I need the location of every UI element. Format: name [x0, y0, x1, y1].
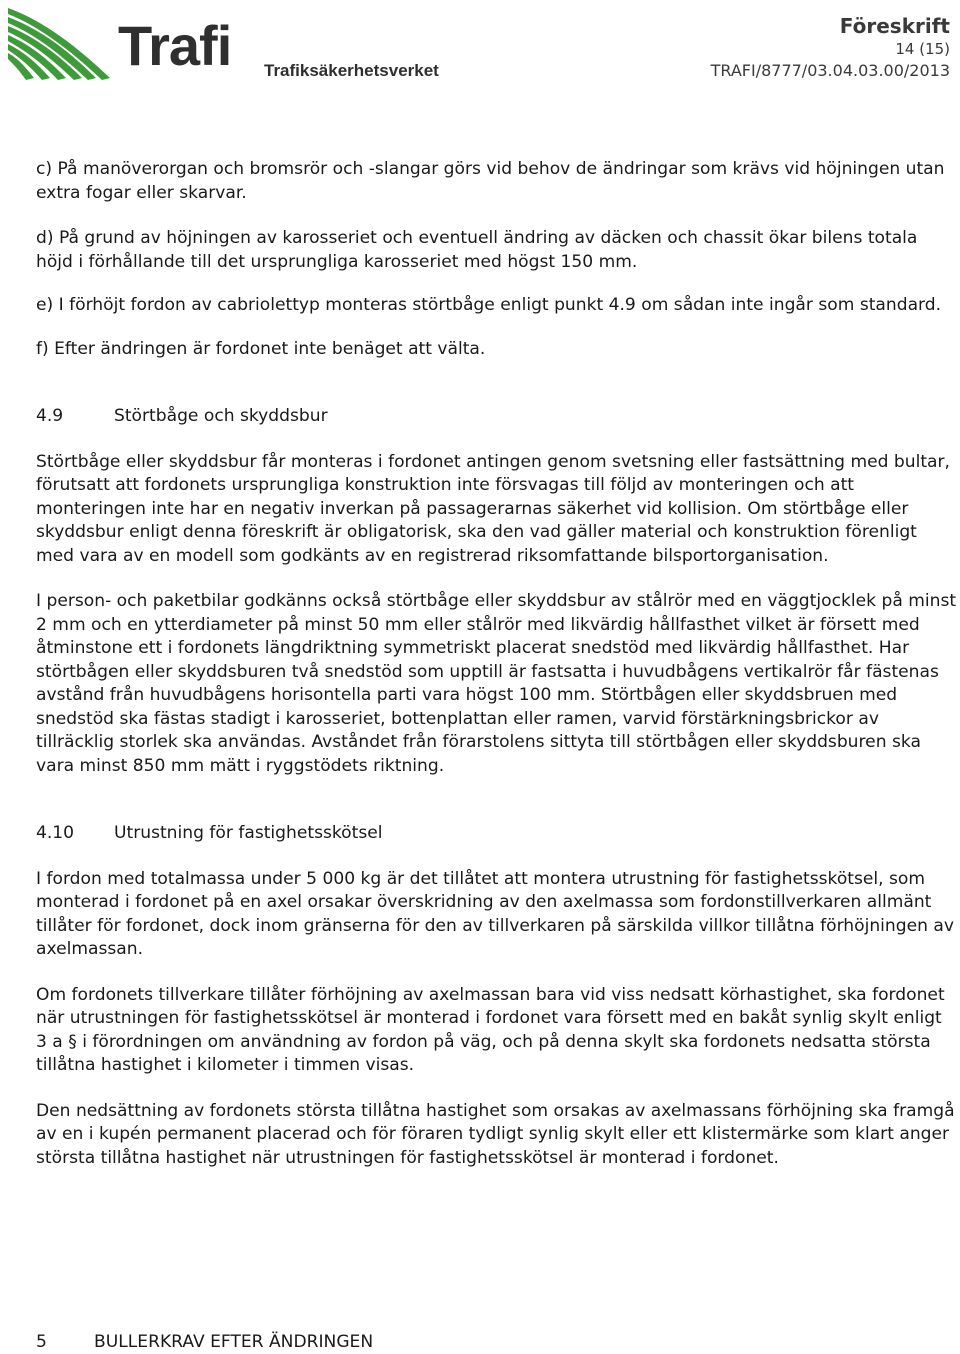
paragraph: Om fordonets tillverkare tillåter förhöjning av axelmassan bara vid viss nedsatt körhastighet, ska fordonet när utrustningen för fastighetsskötsel är monterad i fordonet vara försett med en bakåt synlig skylt enligt 3 a § i förordningen om användning av fordon på väg, och på denna skylt ska fordonets nedsatta största tillåtna hastighet i kilometer i timmen visas. — [36, 984, 945, 1075]
item-d: d) På grund av höjningen av karosseriet och eventuell ändring av däcken och chassit ökar bilens totala höjd i förhållande till det ursprungliga karosseriet med högst 150 mm. — [36, 228, 918, 272]
paragraph: I fordon med totalmassa under 5 000 kg är det tillåtet att montera utrustning för fastighetsskötsel, som monterad i fordonet på en axel orsakar överskridning av den axelmassa som fordonstillverkaren allmänt tillåter för fordonet, dock inom gränserna för den av tillverkaren på särskilda villkor tillåtna förhöjningen av axelmassan. — [36, 868, 954, 959]
section-heading-5 — [36, 1330, 373, 1354]
document-header — [711, 14, 950, 82]
document-type: Föreskrift — [839, 14, 950, 38]
section-title: Störtbåge och skyddsbur — [114, 406, 328, 426]
item-f: f) Efter ändringen är fordonet inte benäget att välta. — [36, 338, 486, 359]
section-number: 4.10 — [36, 823, 75, 843]
section-number: 4.9 — [36, 406, 64, 426]
paragraph: I person- och paketbilar godkänns också störtbåge eller skyddsbur av stålrör med en väggtjocklek på minst 2 mm och en ytterdiameter på minst 50 mm eller stålrör med likvärdig hållfasthet vilket är försett med åtminstone ett i fordonets längdriktning symmetriskt placerat snedstöd med likvärdig hållfasthet. Har störtbågen eller skyddsburen två snedstöd som upptill är fastsatta i huvudbågens vertikalrör får fästenas avstånd från huvudbågens horisontella parti vara högst 100 mm. Störtbågen eller skyddsbruen med snedstöd ska fästas stadigt i karosseriet, bottenplattan eller ramen, varvid förstärkningsbrickor av tillräcklig storlek ska användas. Avståndet från förarstolens sittyta till störtbågen eller skyddsburen ska vara minst 850 mm mätt i ryggstödets riktning. — [36, 591, 957, 776]
page-number: 14 (15) — [895, 40, 950, 58]
document-reference: TRAFI/8777/03.04.03.00/2013 — [710, 61, 950, 80]
logo-wordmark: Trafi — [118, 14, 232, 77]
section-number: 5 — [36, 1332, 47, 1352]
paragraph: Störtbåge eller skyddsbur får monteras i fordonet antingen genom svetsning eller fastsättning med bultar, förutsatt att fordonets ursprungliga konstruktion inte försvagas till följd av monteringen och att monteringen inte har en negativ inverkan på passagerarnas säkerhet vid kollision. Om störtbåge eller skyddsbur enligt denna föreskrift är obligatorisk, ska den vad gäller material och konstruktion förenligt med vara av en modell som godkänts av en registrerad riksomfattande bilsportorganisation. — [36, 451, 950, 566]
document-body — [36, 158, 958, 1170]
logo-subtitle: Trafiksäkerhetsverket — [264, 61, 439, 80]
item-c: c) På manöverorgan och bromsrör och -slangar görs vid behov de ändringar som krävs vid höjningen utan extra fogar eller skarvar. — [36, 159, 945, 203]
trafi-swoosh-icon — [6, 4, 116, 84]
section-heading-4-10 — [36, 822, 958, 846]
paragraph: Den nedsättning av fordonets största tillåtna hastighet som orsakas av axelmassans förhöjning ska framgå av en i kupén permanent placerad och för föraren tydligt synlig skylt eller ett klistermärke som klart anger största tillåtna hastighet när utrustningen för fastighetsskötsel är monterad i fordonet. — [36, 1100, 955, 1168]
item-e: e) I förhöjt fordon av cabriolettyp monteras störtbåge enligt punkt 4.9 om sådan inte ingår som standard. — [36, 295, 942, 315]
section-title: Utrustning för fastighetsskötsel — [114, 823, 383, 843]
trafi-logo — [6, 4, 439, 86]
section-title: BULLERKRAV EFTER ÄNDRINGEN — [94, 1332, 374, 1352]
section-heading-4-9 — [36, 405, 958, 429]
